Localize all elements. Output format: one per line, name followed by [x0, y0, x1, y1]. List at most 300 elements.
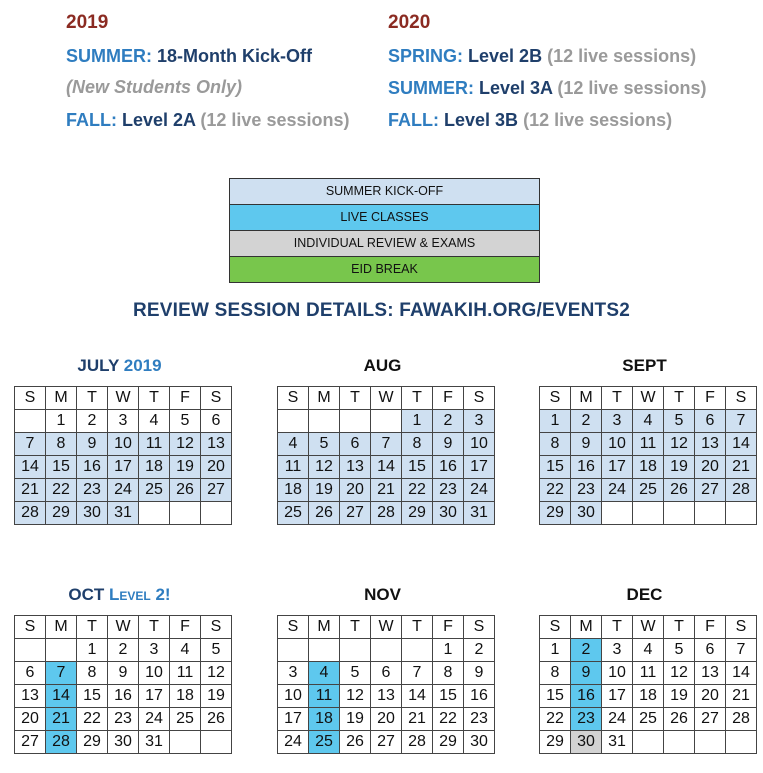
day-cell: 10: [278, 685, 309, 708]
day-cell: 11: [278, 456, 309, 479]
season-label: FALL:: [66, 110, 117, 130]
weekday-header: F: [433, 616, 464, 639]
day-cell: 30: [464, 731, 495, 754]
weekday-header: T: [340, 387, 371, 410]
day-cell: 13: [695, 433, 726, 456]
day-cell: 17: [602, 456, 633, 479]
summer-2020-line: [388, 72, 707, 104]
day-cell: 10: [108, 433, 139, 456]
calendar-nov: [277, 615, 495, 754]
day-cell: 3: [108, 410, 139, 433]
new-students-note: (New Students Only): [66, 77, 243, 97]
weekday-header: W: [633, 616, 664, 639]
day-cell: 4: [633, 639, 664, 662]
weekday-header: W: [371, 387, 402, 410]
day-cell: 2: [571, 410, 602, 433]
week-row: [540, 433, 757, 456]
week-row: [278, 731, 495, 754]
day-cell: 22: [433, 708, 464, 731]
day-cell: 30: [571, 502, 602, 525]
day-cell: 5: [340, 662, 371, 685]
day-cell: 1: [402, 410, 433, 433]
day-cell: 26: [201, 708, 232, 731]
empty-cell: [278, 410, 309, 433]
day-cell: 30: [77, 502, 108, 525]
day-cell: 25: [278, 502, 309, 525]
day-cell: 26: [664, 708, 695, 731]
day-cell: 27: [371, 731, 402, 754]
weekday-header: T: [402, 387, 433, 410]
day-cell: 5: [170, 410, 201, 433]
day-cell: 3: [278, 662, 309, 685]
day-cell: 7: [726, 410, 757, 433]
weekday-header: T: [664, 616, 695, 639]
day-cell: 11: [633, 662, 664, 685]
day-cell: 2: [433, 410, 464, 433]
day-cell: 15: [540, 685, 571, 708]
day-cell: 7: [371, 433, 402, 456]
weekday-header: F: [170, 387, 201, 410]
weekday-header: M: [571, 616, 602, 639]
day-cell: 28: [726, 708, 757, 731]
schedule-2020: [388, 10, 707, 136]
weekday-header: S: [540, 387, 571, 410]
weekday-header-row: [540, 616, 757, 639]
day-cell: 20: [695, 685, 726, 708]
day-cell: 21: [15, 479, 46, 502]
weekday-header: W: [371, 616, 402, 639]
legend-eid-break: EID BREAK: [230, 257, 539, 283]
day-cell: 22: [46, 479, 77, 502]
empty-cell: [170, 731, 201, 754]
day-cell: 9: [464, 662, 495, 685]
month-title-sept: SEPT: [622, 356, 667, 375]
day-cell: 1: [77, 639, 108, 662]
week-row: [540, 410, 757, 433]
day-cell: 10: [602, 662, 633, 685]
empty-cell: [602, 502, 633, 525]
day-cell: 26: [664, 479, 695, 502]
day-cell: 25: [139, 479, 170, 502]
week-row: [540, 685, 757, 708]
day-cell: 7: [402, 662, 433, 685]
day-cell: 14: [726, 662, 757, 685]
day-cell: 13: [695, 662, 726, 685]
weekday-header-row: [15, 387, 232, 410]
week-row: [15, 479, 232, 502]
week-row: [15, 410, 232, 433]
week-row: [540, 662, 757, 685]
month-title-aug: AUG: [363, 356, 402, 375]
week-row: [540, 479, 757, 502]
day-cell: 4: [139, 410, 170, 433]
empty-cell: [402, 639, 433, 662]
day-cell: 16: [108, 685, 139, 708]
day-cell: 13: [340, 456, 371, 479]
session-count: (12 live sessions): [523, 110, 673, 130]
day-cell: 29: [402, 502, 433, 525]
weekday-header: S: [15, 387, 46, 410]
review-session-details: REVIEW SESSION DETAILS: FAWAKIH.ORG/EVENTS2: [132, 300, 631, 321]
day-cell: 18: [139, 456, 170, 479]
weekday-header: S: [464, 616, 495, 639]
schedule-2019: [66, 10, 350, 136]
empty-cell: [201, 502, 232, 525]
day-cell: 12: [664, 433, 695, 456]
week-row: [278, 708, 495, 731]
week-row: [540, 639, 757, 662]
day-cell: 13: [15, 685, 46, 708]
course-title: Level 3A: [479, 78, 553, 98]
day-cell: 19: [664, 456, 695, 479]
day-cell: 24: [602, 479, 633, 502]
week-row: [15, 433, 232, 456]
day-cell: 15: [402, 456, 433, 479]
day-cell: 17: [139, 685, 170, 708]
day-cell: 5: [201, 639, 232, 662]
day-cell: 21: [726, 685, 757, 708]
day-cell: 20: [15, 708, 46, 731]
day-cell: 13: [201, 433, 232, 456]
empty-cell: [726, 731, 757, 754]
legend-summer-kickoff: SUMMER KICK-OFF: [230, 179, 539, 205]
weekday-header: M: [46, 616, 77, 639]
day-cell: 6: [695, 639, 726, 662]
weekday-header: S: [540, 616, 571, 639]
calendar-oct: [14, 615, 232, 754]
weekday-header: T: [77, 616, 108, 639]
week-row: [15, 685, 232, 708]
day-cell: 17: [108, 456, 139, 479]
day-cell: 27: [695, 479, 726, 502]
weekday-header: F: [695, 616, 726, 639]
day-cell: 15: [46, 456, 77, 479]
day-cell: 11: [139, 433, 170, 456]
day-cell: 11: [633, 433, 664, 456]
day-cell: 2: [571, 639, 602, 662]
weekday-header: F: [695, 387, 726, 410]
day-cell: 10: [464, 433, 495, 456]
day-cell: 18: [633, 685, 664, 708]
day-cell: 5: [664, 639, 695, 662]
week-row: [15, 639, 232, 662]
empty-cell: [278, 639, 309, 662]
weekday-header-row: [540, 387, 757, 410]
day-cell: 29: [77, 731, 108, 754]
day-cell: 4: [309, 662, 340, 685]
day-cell: 18: [309, 708, 340, 731]
day-cell: 31: [108, 502, 139, 525]
weekday-header: S: [464, 387, 495, 410]
day-cell: 2: [464, 639, 495, 662]
empty-cell: [340, 410, 371, 433]
day-cell: 1: [433, 639, 464, 662]
day-cell: 15: [77, 685, 108, 708]
day-cell: 29: [540, 731, 571, 754]
weekday-header: T: [139, 387, 170, 410]
empty-cell: [309, 410, 340, 433]
spring-2020-line: [388, 40, 707, 72]
calendar-aug: [277, 386, 495, 525]
month-title-july: [14, 356, 225, 376]
empty-cell: [633, 731, 664, 754]
month-name: OCT: [68, 585, 105, 604]
day-cell: 9: [571, 433, 602, 456]
weekday-header: W: [108, 616, 139, 639]
day-cell: 9: [571, 662, 602, 685]
month-title-dec: DEC: [626, 585, 663, 604]
day-cell: 26: [170, 479, 201, 502]
day-cell: 6: [340, 433, 371, 456]
day-cell: 7: [726, 639, 757, 662]
empty-cell: [15, 410, 46, 433]
day-cell: 18: [633, 456, 664, 479]
day-cell: 12: [340, 685, 371, 708]
empty-cell: [340, 639, 371, 662]
day-cell: 26: [340, 731, 371, 754]
calendar-dec: [539, 615, 757, 754]
day-cell: 6: [371, 662, 402, 685]
session-count: (12 live sessions): [557, 78, 707, 98]
day-cell: 15: [433, 685, 464, 708]
day-cell: 30: [571, 731, 602, 754]
weekday-header: T: [77, 387, 108, 410]
legend-review-exams: INDIVIDUAL REVIEW & EXAMS: [230, 231, 539, 257]
weekday-header: T: [602, 387, 633, 410]
legend-live-classes: LIVE CLASSES: [230, 205, 539, 231]
day-cell: 12: [664, 662, 695, 685]
empty-cell: [664, 502, 695, 525]
weekday-header: T: [602, 616, 633, 639]
month-year: 2019: [123, 356, 162, 375]
week-row: [15, 502, 232, 525]
day-cell: 26: [309, 502, 340, 525]
day-cell: 5: [309, 433, 340, 456]
day-cell: 24: [602, 708, 633, 731]
day-cell: 31: [602, 731, 633, 754]
day-cell: 21: [371, 479, 402, 502]
week-row: [540, 731, 757, 754]
weekday-header-row: [278, 616, 495, 639]
day-cell: 6: [201, 410, 232, 433]
week-row: [278, 433, 495, 456]
course-title: Level 2B: [468, 46, 543, 66]
day-cell: 2: [108, 639, 139, 662]
week-row: [15, 662, 232, 685]
day-cell: 9: [77, 433, 108, 456]
day-cell: 21: [726, 456, 757, 479]
day-cell: 1: [540, 639, 571, 662]
day-cell: 4: [278, 433, 309, 456]
day-cell: 19: [340, 708, 371, 731]
day-cell: 3: [602, 639, 633, 662]
day-cell: 8: [77, 662, 108, 685]
day-cell: 30: [433, 502, 464, 525]
day-cell: 4: [170, 639, 201, 662]
empty-cell: [170, 502, 201, 525]
year-2019-heading: 2019: [66, 12, 109, 33]
day-cell: 23: [433, 479, 464, 502]
empty-cell: [726, 502, 757, 525]
day-cell: 16: [433, 456, 464, 479]
empty-cell: [695, 502, 726, 525]
day-cell: 25: [633, 479, 664, 502]
weekday-header: S: [278, 616, 309, 639]
day-cell: 6: [15, 662, 46, 685]
day-cell: 16: [77, 456, 108, 479]
day-cell: 14: [726, 433, 757, 456]
day-cell: 23: [77, 479, 108, 502]
weekday-header: W: [633, 387, 664, 410]
weekday-header-row: [278, 387, 495, 410]
day-cell: 19: [309, 479, 340, 502]
day-cell: 24: [139, 708, 170, 731]
day-cell: 22: [77, 708, 108, 731]
day-cell: 9: [108, 662, 139, 685]
day-cell: 8: [540, 433, 571, 456]
day-cell: 24: [108, 479, 139, 502]
day-cell: 20: [201, 456, 232, 479]
weekday-header: S: [726, 616, 757, 639]
calendar-sept: [539, 386, 757, 525]
day-cell: 18: [170, 685, 201, 708]
day-cell: 21: [46, 708, 77, 731]
week-row: [278, 639, 495, 662]
day-cell: 14: [402, 685, 433, 708]
day-cell: 1: [540, 410, 571, 433]
season-label: SUMMER:: [388, 78, 474, 98]
weekday-header: S: [15, 616, 46, 639]
empty-cell: [633, 502, 664, 525]
day-cell: 7: [46, 662, 77, 685]
empty-cell: [15, 639, 46, 662]
week-row: [278, 410, 495, 433]
weekday-header: T: [340, 616, 371, 639]
month-title-oct: [14, 585, 225, 605]
course-title: 18-Month Kick-Off: [157, 46, 313, 66]
day-cell: 16: [571, 685, 602, 708]
day-cell: 29: [46, 502, 77, 525]
day-cell: 28: [46, 731, 77, 754]
day-cell: 1: [46, 410, 77, 433]
day-cell: 19: [201, 685, 232, 708]
month-title-nov: NOV: [364, 585, 401, 604]
fall-2020-line: [388, 104, 707, 136]
empty-cell: [371, 639, 402, 662]
weekday-header: M: [571, 387, 602, 410]
day-cell: 19: [664, 685, 695, 708]
week-row: [15, 708, 232, 731]
week-row: [15, 456, 232, 479]
weekday-header: M: [309, 387, 340, 410]
day-cell: 8: [46, 433, 77, 456]
weekday-header: F: [170, 616, 201, 639]
day-cell: 31: [464, 502, 495, 525]
week-row: [15, 731, 232, 754]
day-cell: 3: [139, 639, 170, 662]
day-cell: 28: [402, 731, 433, 754]
week-row: [540, 456, 757, 479]
weekday-header-row: [15, 616, 232, 639]
day-cell: 20: [340, 479, 371, 502]
weekday-header: T: [664, 387, 695, 410]
year-2020-heading: 2020: [388, 12, 431, 33]
color-legend: [229, 178, 540, 283]
day-cell: 9: [433, 433, 464, 456]
day-cell: 22: [540, 708, 571, 731]
day-cell: 30: [108, 731, 139, 754]
session-count: (12 live sessions): [200, 110, 350, 130]
day-cell: 11: [309, 685, 340, 708]
day-cell: 13: [371, 685, 402, 708]
day-cell: 5: [664, 410, 695, 433]
day-cell: 3: [602, 410, 633, 433]
calendar-july: [14, 386, 232, 525]
course-title: Level 3B: [444, 110, 519, 130]
weekday-header: S: [278, 387, 309, 410]
day-cell: 16: [464, 685, 495, 708]
season-label: FALL:: [388, 110, 439, 130]
day-cell: 20: [371, 708, 402, 731]
empty-cell: [201, 731, 232, 754]
day-cell: 20: [695, 456, 726, 479]
day-cell: 16: [571, 456, 602, 479]
level-note: Level 2!: [109, 585, 171, 604]
empty-cell: [46, 639, 77, 662]
day-cell: 18: [278, 479, 309, 502]
day-cell: 25: [309, 731, 340, 754]
day-cell: 23: [571, 708, 602, 731]
week-row: [278, 479, 495, 502]
day-cell: 27: [340, 502, 371, 525]
day-cell: 31: [139, 731, 170, 754]
day-cell: 25: [633, 708, 664, 731]
day-cell: 7: [15, 433, 46, 456]
weekday-header: S: [201, 387, 232, 410]
month-name: JULY: [77, 356, 120, 375]
fall-2019-line: [66, 104, 350, 136]
day-cell: 28: [726, 479, 757, 502]
day-cell: 19: [170, 456, 201, 479]
day-cell: 28: [15, 502, 46, 525]
weekday-header: T: [139, 616, 170, 639]
day-cell: 6: [695, 410, 726, 433]
week-row: [540, 708, 757, 731]
weekday-header: F: [433, 387, 464, 410]
day-cell: 3: [464, 410, 495, 433]
day-cell: 17: [602, 685, 633, 708]
day-cell: 14: [46, 685, 77, 708]
day-cell: 12: [170, 433, 201, 456]
weekday-header: T: [402, 616, 433, 639]
day-cell: 27: [201, 479, 232, 502]
weekday-header: M: [309, 616, 340, 639]
weekday-header: M: [46, 387, 77, 410]
day-cell: 24: [464, 479, 495, 502]
season-label: SUMMER:: [66, 46, 152, 66]
day-cell: 8: [540, 662, 571, 685]
day-cell: 22: [402, 479, 433, 502]
day-cell: 4: [633, 410, 664, 433]
day-cell: 8: [433, 662, 464, 685]
empty-cell: [371, 410, 402, 433]
day-cell: 27: [15, 731, 46, 754]
day-cell: 24: [278, 731, 309, 754]
day-cell: 29: [433, 731, 464, 754]
day-cell: 15: [540, 456, 571, 479]
week-row: [540, 502, 757, 525]
empty-cell: [664, 731, 695, 754]
